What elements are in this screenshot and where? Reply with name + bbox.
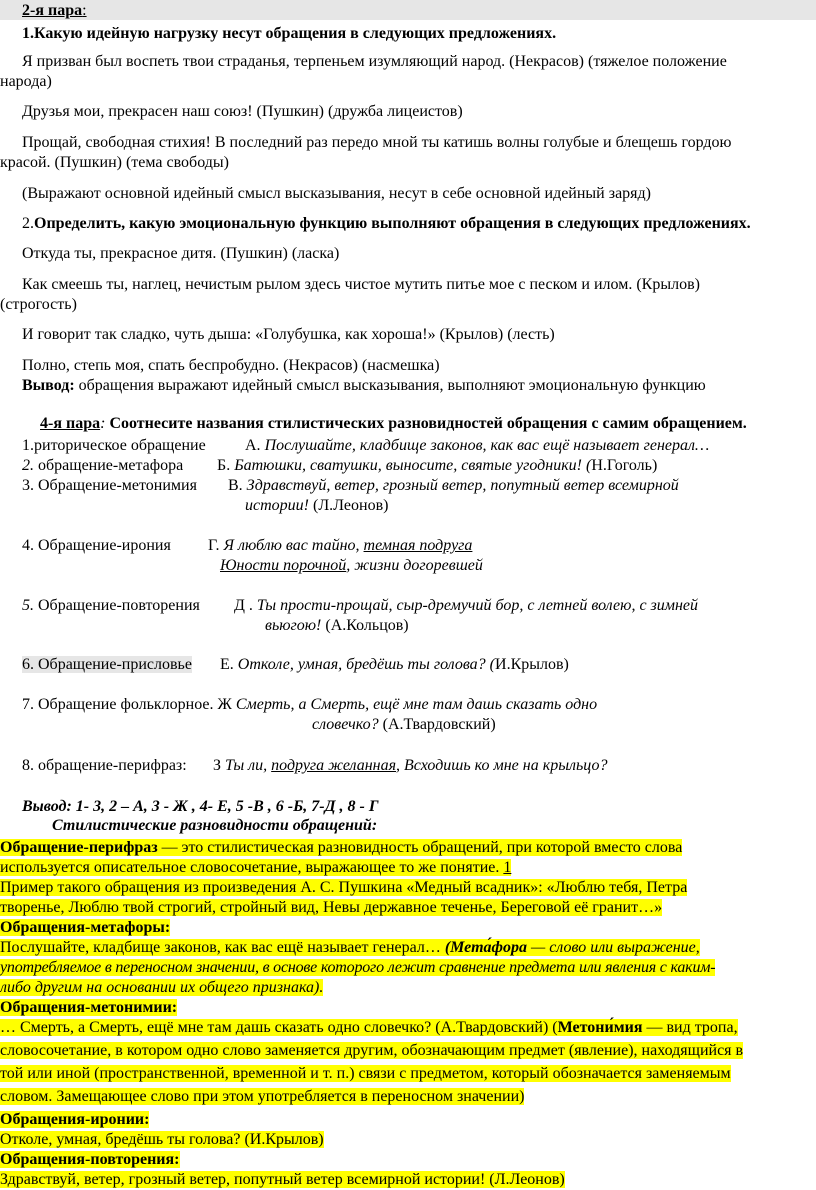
row-2-example: Б. Батюшки, сватушки, выносите, святые угодники! (Н.Гоголь) <box>217 457 658 474</box>
row-8-term: 8. обращение-перифраз: <box>22 757 187 774</box>
emotion-2a: Как смеешь ты, наглец, нечистым рылом здесь чистое мутить питье мое с песком и илом. (Крылов) <box>22 276 700 293</box>
irony-label: Обращения-иронии: <box>0 1111 150 1128</box>
emotion-2b: (строгость) <box>0 296 77 313</box>
metonymy-c: той или иной (пространственной, временной и т. п.) связи с предметом, который обозначается заменяемым <box>0 1065 731 1082</box>
sentence-2: Друзья мои, прекрасен наш союз! (Пушкин) (дружба лицеистов) <box>22 103 463 120</box>
sentence-3b: красой. (Пушкин) (тема свободы) <box>0 154 229 171</box>
row-8-example: З Ты ли, подруга желанная, Всходишь ко мне на крыльцо? <box>213 757 608 774</box>
metaphor-label: Обращения-метафоры: <box>0 919 171 936</box>
row-2-term: 2. обращение-метафора <box>22 457 184 474</box>
row-3-term: 3. Обращение-метонимия <box>22 477 197 494</box>
answer-key: Вывод: 1- 3, 2 – А, 3 - Ж , 4- Е, 5 -В , 6 -Б, 7-Д , 8 - Г <box>22 798 379 815</box>
row-5-example-a: Д . Ты прости-прощай, сыр-дремучий бор, с летней волею, с зимней <box>234 597 699 614</box>
question-2: 2.Определить, какую эмоциональную функцию выполняют обращения в следующих предложениях. <box>22 215 751 232</box>
row-3-example-a: В. Здравствуй, ветер, грозный ветер, попутный ветер всемирной <box>228 477 679 494</box>
periphrasis-b: используется описательное словосочетание, выражающее то же понятие. 1 <box>0 859 512 876</box>
row-6-term: 6. Обращение-присловье <box>22 656 192 673</box>
styles-title: Стилистические разновидности обращений: <box>52 817 378 834</box>
metonymy-d: словом. Замещающее слово при этом употребляется в переносном значении) <box>0 1088 525 1105</box>
sentence-1b: народа) <box>0 73 52 90</box>
row-5-example-b: вьюгою! (А.Кольцов) <box>265 617 409 634</box>
part2-header: 2-я пара: <box>22 2 87 19</box>
row-7-example-b: словечко? (А.Твардовский) <box>312 716 496 733</box>
irony-example: Отколе, умная, бредёшь ты голова? (И.Крылов) <box>0 1131 324 1148</box>
repetition-example: Здравствуй, ветер, грозный ветер, попутный ветер всемирной истории! (Л.Леонов) <box>0 1171 565 1188</box>
sentence-3a: Прощай, свободная стихия! В последний раз передо мной ты катишь волны голубые и блещешь гордою <box>22 134 732 151</box>
emotion-3: И говорит так сладко, чуть дыша: «Голубушка, как хороша!» (Крылов) (лесть) <box>22 326 555 343</box>
row-5-term: 5. Обращение-повторения <box>22 597 200 614</box>
metonymy-a: … Смерть, а Смерть, ещё мне там дашь сказать одно словечко? (А.Твардовский) (Метони́мия — вид тропа, <box>0 1019 738 1036</box>
sentence-4: (Выражают основной идейный смысл высказывания, несут в себе основной идейный заряд) <box>22 185 651 202</box>
periphrasis-example-b: творенье, Люблю твой строгий, стройный вид, Невы державное теченье, Береговой её гранит…» <box>0 899 663 916</box>
row-6-example: Е. Отколе, умная, бредёшь ты голова? (И.Крылов) <box>220 656 569 673</box>
metaphor-a: Послушайте, кладбище законов, как вас ещё называет генерал… (Мета́фора — слово или выражение, <box>0 939 700 956</box>
conclusion-2: Вывод: обращения выражают идейный смысл высказывания, выполняют эмоциональную функцию <box>22 377 706 394</box>
row-1-term: 1.риторическое обращение <box>22 437 206 454</box>
row-4-term: 4. Обращение-ирония <box>22 537 171 554</box>
metaphor-b: употребляемое в переносном значении, в основе которого лежит сравнение предмета или явления с каким- <box>0 959 716 976</box>
periphrasis-example-a: Пример такого обращения из произведения А. С. Пушкина «Медный всадник»: «Люблю тебя, Петра <box>0 879 688 896</box>
metonymy-b: словосочетание, в котором одно слово заменяется другим, обозначающим предмет (явление), находящийся в <box>0 1042 744 1059</box>
question-1: 1.Какую идейную нагрузку несут обращения в следующих предложениях. <box>22 25 557 42</box>
periphrasis-a: Обращение-перифраз — это стилистическая разновидность обращений, при которой вместо слова <box>0 839 683 856</box>
row-3-example-b: истории! (Л.Леонов) <box>245 497 389 514</box>
emotion-4: Полно, степь моя, спать беспробудно. (Некрасов) (насмешка) <box>22 357 440 374</box>
row-4-example-a: Г. Я люблю вас тайно, темная подруга <box>208 537 473 554</box>
metonymy-label: Обращения-метонимии: <box>0 999 178 1016</box>
repetition-label: Обращения-повторения: <box>0 1151 180 1168</box>
row-4-example-b: Юности порочной, жизни догоревшей <box>220 557 483 574</box>
row-7-term: 7. Обращение фольклорное. Ж Смерть, а Смерть, ещё мне там дашь сказать одно <box>22 696 598 713</box>
sentence-1a: Я призван был воспеть твои страданья, терпеньем изумляющий народ. (Некрасов) (тяжелое положение <box>22 53 727 70</box>
row-1-example: А. Послушайте, кладбище законов, как вас ещё называет генерал… <box>245 437 710 454</box>
part4-heading: 4-я пара: Соотнесите названия стилистических разновидностей обращения с самим обращением. <box>40 415 747 432</box>
top-shading <box>0 0 816 20</box>
metaphor-c: либо другим на основании их общего признака). <box>0 979 324 996</box>
emotion-1: Откуда ты, прекрасное дитя. (Пушкин) (ласка) <box>22 245 340 262</box>
